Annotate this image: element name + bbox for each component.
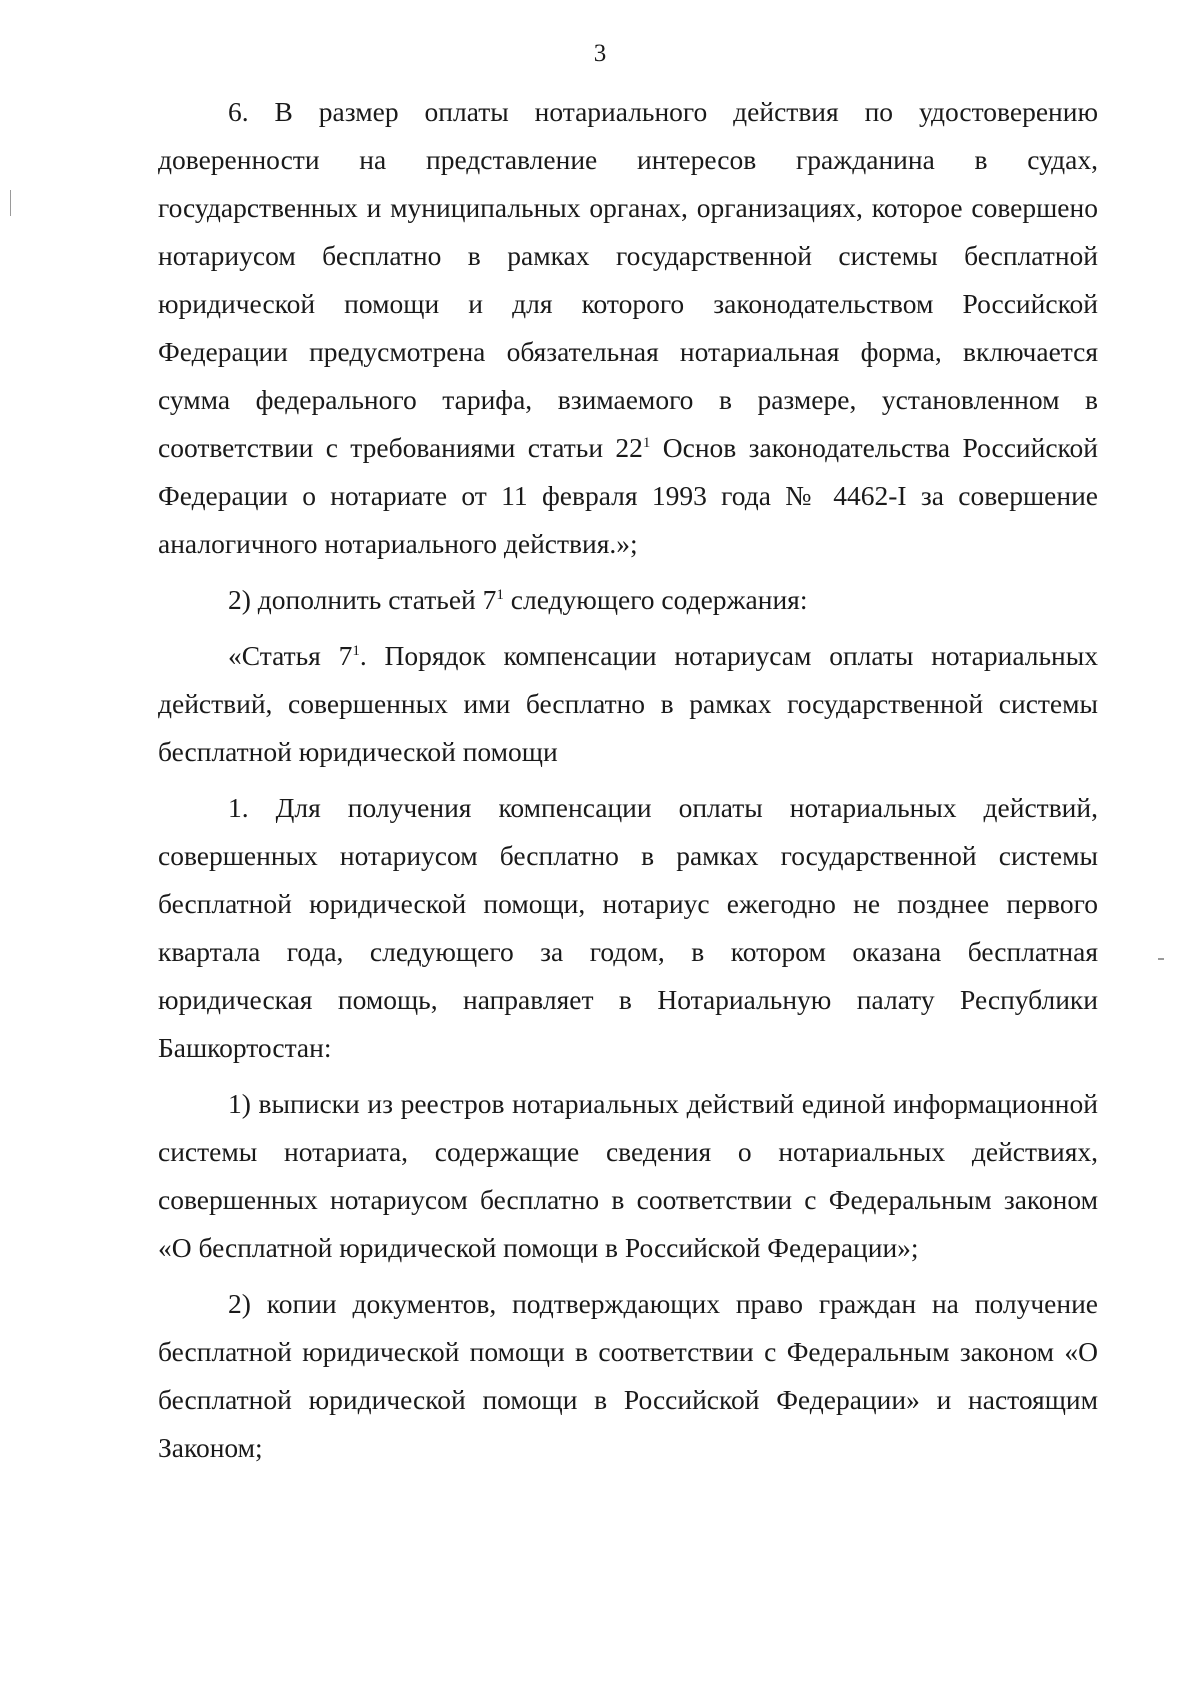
document-body [158, 88, 1098, 1472]
paragraph-text: 6. В размер оплаты нотариального действия по удостоверению доверенности на представление интересов гражданина в судах, государственных и муниципальных органах, организациях, которое совершено нотариусом бесплатно в рамках государственной системы бесплатной юридической помощи и для которого законодательством Российской Федерации предусмотрена обязательная нотариальная форма, включается сумма федерального тарифа, взимаемого в размере, установленном в соответствии с требованиями статьи 22 [158, 96, 1098, 463]
paragraph-text: Основ законодательства Российской Федерации о нотариате от 11 февраля 1993 года № 4462-I за совершение аналогичного нотариального действия.»; [158, 432, 1098, 559]
superscript: 1 [496, 586, 504, 603]
scan-mark [10, 190, 11, 216]
superscript: 1 [642, 434, 651, 451]
paragraph-amendment-2 [158, 576, 1098, 624]
paragraph-part-1: 1. Для получения компенсации оплаты нотариальных действий, совершенных нотариусом бесплатно в рамках государственной системы бесплатной юридической помощи, нотариус ежегодно не позднее первого квартала года, следующего за годом, в котором оказана бесплатная юридическая помощь, направляет в Нотариальную палату Республики Башкортостан: [158, 792, 1098, 1063]
paragraph-text: . Порядок компенсации нотариусам оплаты нотариальных действий, совершенных ими бесплатно в рамках государственной системы бесплатной юридической помощи [158, 640, 1098, 767]
paragraph-text: «Статья 7 [228, 640, 353, 671]
paragraph-item-6 [158, 88, 1098, 568]
paragraph-subitem-2: 2) копии документов, подтверждающих право граждан на получение бесплатной юридической помощи в соответствии с Федеральным законом «О бесплатной юридической помощи в Российской Федерации» и настоящим Законом; [158, 1288, 1098, 1463]
paragraph-text: следующего содержания: [503, 584, 808, 615]
scan-mark [1158, 958, 1164, 960]
paragraph-text: 2) дополнить статьей 7 [228, 584, 497, 615]
page-number: 3 [593, 40, 607, 67]
article-heading [158, 632, 1098, 776]
superscript: 1 [352, 642, 360, 659]
paragraph-subitem-1: 1) выписки из реестров нотариальных действий единой информационной системы нотариата, содержащие сведения о нотариальных действиях, совершенных нотариусом бесплатно в соответствии с Федеральным законом «О бесплатной юридической помощи в Российской Федерации»; [158, 1088, 1098, 1263]
